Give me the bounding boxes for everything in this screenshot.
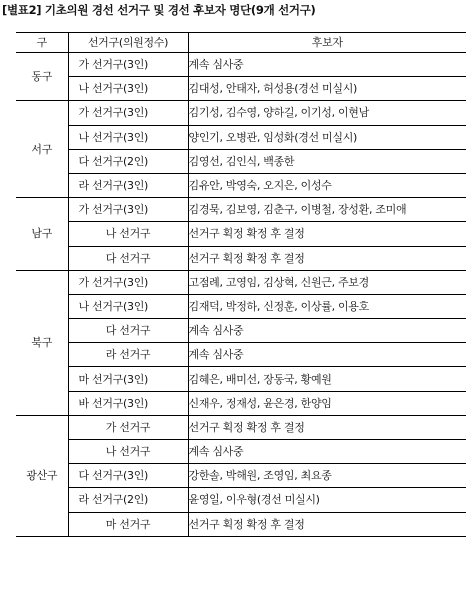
candidates-cell: 김대성, 안태자, 허성용(경선 미실시) xyxy=(188,77,466,101)
district-cell: 라 선거구(3인) xyxy=(68,173,188,197)
candidates-cell: 계속 심사중 xyxy=(188,319,466,343)
table-row xyxy=(16,173,466,197)
document-title: [별표2] 기초의원 경선 선거구 및 경선 후보자 명단(9개 선거구) xyxy=(2,3,316,17)
gu-cell: 동구 xyxy=(16,53,68,101)
gu-cell: 북구 xyxy=(16,270,68,415)
table-row xyxy=(16,198,466,222)
district-cell: 라 선거구 xyxy=(68,343,188,367)
candidates-cell: 선거구 획정 확정 후 결정 xyxy=(188,415,466,439)
table-row xyxy=(16,246,466,270)
candidates-cell: 계속 심사중 xyxy=(188,343,466,367)
table-row xyxy=(16,101,466,125)
district-cell: 라 선거구(2인) xyxy=(68,488,188,512)
candidates-cell: 김유안, 박영숙, 오지은, 이성수 xyxy=(188,173,466,197)
header-candidates: 후보자 xyxy=(188,33,466,53)
candidates-cell: 양인기, 오병관, 임성화(경선 미실시) xyxy=(188,125,466,149)
district-cell: 마 선거구 xyxy=(68,512,188,536)
candidates-cell: 선거구 획정 확정 후 결정 xyxy=(188,512,466,536)
district-cell: 다 선거구 xyxy=(68,319,188,343)
table-row xyxy=(16,440,466,464)
table-row xyxy=(16,125,466,149)
table-row xyxy=(16,367,466,391)
candidate-table xyxy=(16,32,466,537)
gu-cell: 남구 xyxy=(16,198,68,271)
district-cell: 가 선거구(3인) xyxy=(68,270,188,294)
district-cell: 다 선거구 xyxy=(68,246,188,270)
header-district: 선거구(의원정수) xyxy=(68,33,188,53)
district-cell: 나 선거구(3인) xyxy=(68,125,188,149)
district-cell: 가 선거구(3인) xyxy=(68,198,188,222)
table-row xyxy=(16,319,466,343)
table-row xyxy=(16,343,466,367)
candidates-cell: 계속 심사중 xyxy=(188,440,466,464)
table-row xyxy=(16,464,466,488)
table-row xyxy=(16,53,466,77)
table-row xyxy=(16,294,466,318)
district-cell: 다 선거구(3인) xyxy=(68,464,188,488)
district-cell: 나 선거구(3인) xyxy=(68,77,188,101)
candidates-cell: 선거구 획정 확정 후 결정 xyxy=(188,222,466,246)
candidates-cell: 김혜은, 배미선, 장동국, 황예원 xyxy=(188,367,466,391)
district-cell: 바 선거구(3인) xyxy=(68,391,188,415)
candidates-cell: 김영선, 김인식, 백종한 xyxy=(188,149,466,173)
district-cell: 가 선거구 xyxy=(68,415,188,439)
district-cell: 다 선거구(2인) xyxy=(68,149,188,173)
candidates-cell: 김기성, 김수영, 양하길, 이기성, 이현남 xyxy=(188,101,466,125)
district-cell: 마 선거구(3인) xyxy=(68,367,188,391)
candidates-cell: 윤영일, 이우형(경선 미실시) xyxy=(188,488,466,512)
candidates-cell: 선거구 획정 확정 후 결정 xyxy=(188,246,466,270)
table-row xyxy=(16,488,466,512)
candidates-cell: 신재우, 정재성, 윤은경, 한양임 xyxy=(188,391,466,415)
district-cell: 나 선거구 xyxy=(68,222,188,246)
candidates-cell: 고점례, 고영임, 김상혁, 신원근, 주보경 xyxy=(188,270,466,294)
table-row xyxy=(16,149,466,173)
district-cell: 나 선거구(3인) xyxy=(68,294,188,318)
table-row xyxy=(16,222,466,246)
district-cell: 가 선거구(3인) xyxy=(68,53,188,77)
district-cell: 나 선거구 xyxy=(68,440,188,464)
table-row xyxy=(16,512,466,536)
header-gu: 구 xyxy=(16,33,68,53)
district-cell: 가 선거구(3인) xyxy=(68,101,188,125)
candidates-cell: 김재덕, 박정하, 신정훈, 이상률, 이용호 xyxy=(188,294,466,318)
table-header-row xyxy=(16,33,466,53)
table-row xyxy=(16,391,466,415)
candidates-cell: 강한솔, 박해원, 조영임, 최요종 xyxy=(188,464,466,488)
gu-cell: 서구 xyxy=(16,101,68,198)
table-body xyxy=(16,53,466,537)
table-row xyxy=(16,270,466,294)
candidates-cell: 김경묵, 김보영, 김춘구, 이병철, 장성환, 조미애 xyxy=(188,198,466,222)
table-row xyxy=(16,415,466,439)
table-row xyxy=(16,77,466,101)
candidates-cell: 계속 심사중 xyxy=(188,53,466,77)
gu-cell: 광산구 xyxy=(16,415,68,536)
